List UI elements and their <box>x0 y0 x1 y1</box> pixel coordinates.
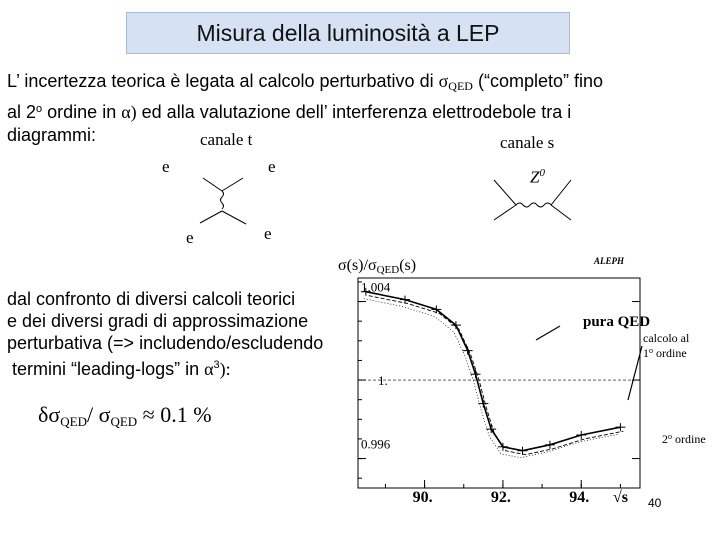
x-tick-label: 94. <box>569 489 590 506</box>
comparison-line-3: perturbativa (=> includendo/escludendo <box>7 333 324 353</box>
plot-frame <box>358 278 640 488</box>
qed-subscript: QED <box>110 414 138 429</box>
secondo-ordine-label: 2$^o$ ordine <box>662 432 706 446</box>
order-superscript: o <box>36 103 43 115</box>
t-label-e-4: e <box>264 224 272 243</box>
curve-second-order <box>364 299 619 458</box>
aleph-watermark: ALEPH <box>594 256 625 266</box>
z-letter: Z <box>530 167 540 187</box>
calcolo-label-line2: 1$^o$ ordine <box>643 346 687 360</box>
intro-text: ordine in <box>42 102 122 122</box>
formula-slash-sigma: / σ <box>86 402 111 427</box>
comparison-text-part: termini “leading-logs” in <box>12 359 205 379</box>
plot-axis-labels <box>361 280 589 506</box>
intro-text: (“completo” fino <box>472 71 603 91</box>
comparison-line-2: e dei diversi gradi di approssimazione <box>7 311 309 331</box>
qed-subscript: QED <box>60 414 87 429</box>
x-tick-label: 92. <box>490 489 511 506</box>
calcolo-label-line1: calcolo al <box>643 331 690 345</box>
alpha-symbol: α <box>204 359 214 379</box>
delta-sigma: δσ <box>38 402 61 427</box>
pura-qed-arrow <box>536 326 560 340</box>
slide-title: Misura della luminosità a LEP <box>196 19 500 46</box>
alpha-exponent: 3 <box>213 359 220 371</box>
intro-text: L’ incertezza teorica è legata al calcolo perturbativo di <box>7 71 439 91</box>
x-tick-label: 90. <box>412 489 433 506</box>
t-label-e-1: e <box>162 157 170 176</box>
slide-number: 40 <box>648 496 662 510</box>
sigma-symbol: σ <box>438 71 449 91</box>
comparison-text-end: ): <box>219 359 231 379</box>
z-superscript: 0 <box>539 167 545 179</box>
intro-line-3: diagrammi: <box>7 125 97 145</box>
y-tick-label: 0.996 <box>361 436 391 452</box>
x-axis-label: √s <box>613 489 629 506</box>
y-tick-label: 1. <box>378 373 388 389</box>
plot-ylabel: σ(s)/σQED(s) <box>338 257 417 276</box>
pura-qed-label: pura QED <box>583 314 651 330</box>
canale-s-label: canale s <box>500 133 555 152</box>
y-tick-label: 1.004 <box>361 279 391 295</box>
formula-approx-value: ≈ 0.1 % <box>137 402 212 427</box>
qed-subscript: QED <box>448 79 473 93</box>
canale-t-label: canale t <box>200 130 253 149</box>
intro-text: ed alla valutazione dell’ interferenza elettrodebole tra i <box>136 102 572 122</box>
intro-text: al 2 <box>7 102 37 122</box>
t-label-e-3: e <box>186 228 194 247</box>
plot-border <box>358 278 640 488</box>
t-label-e-2: e <box>268 157 276 176</box>
alpha-symbol: α) <box>121 102 137 122</box>
comparison-line-1: dal confronto di diversi calcoli teorici <box>7 289 296 309</box>
